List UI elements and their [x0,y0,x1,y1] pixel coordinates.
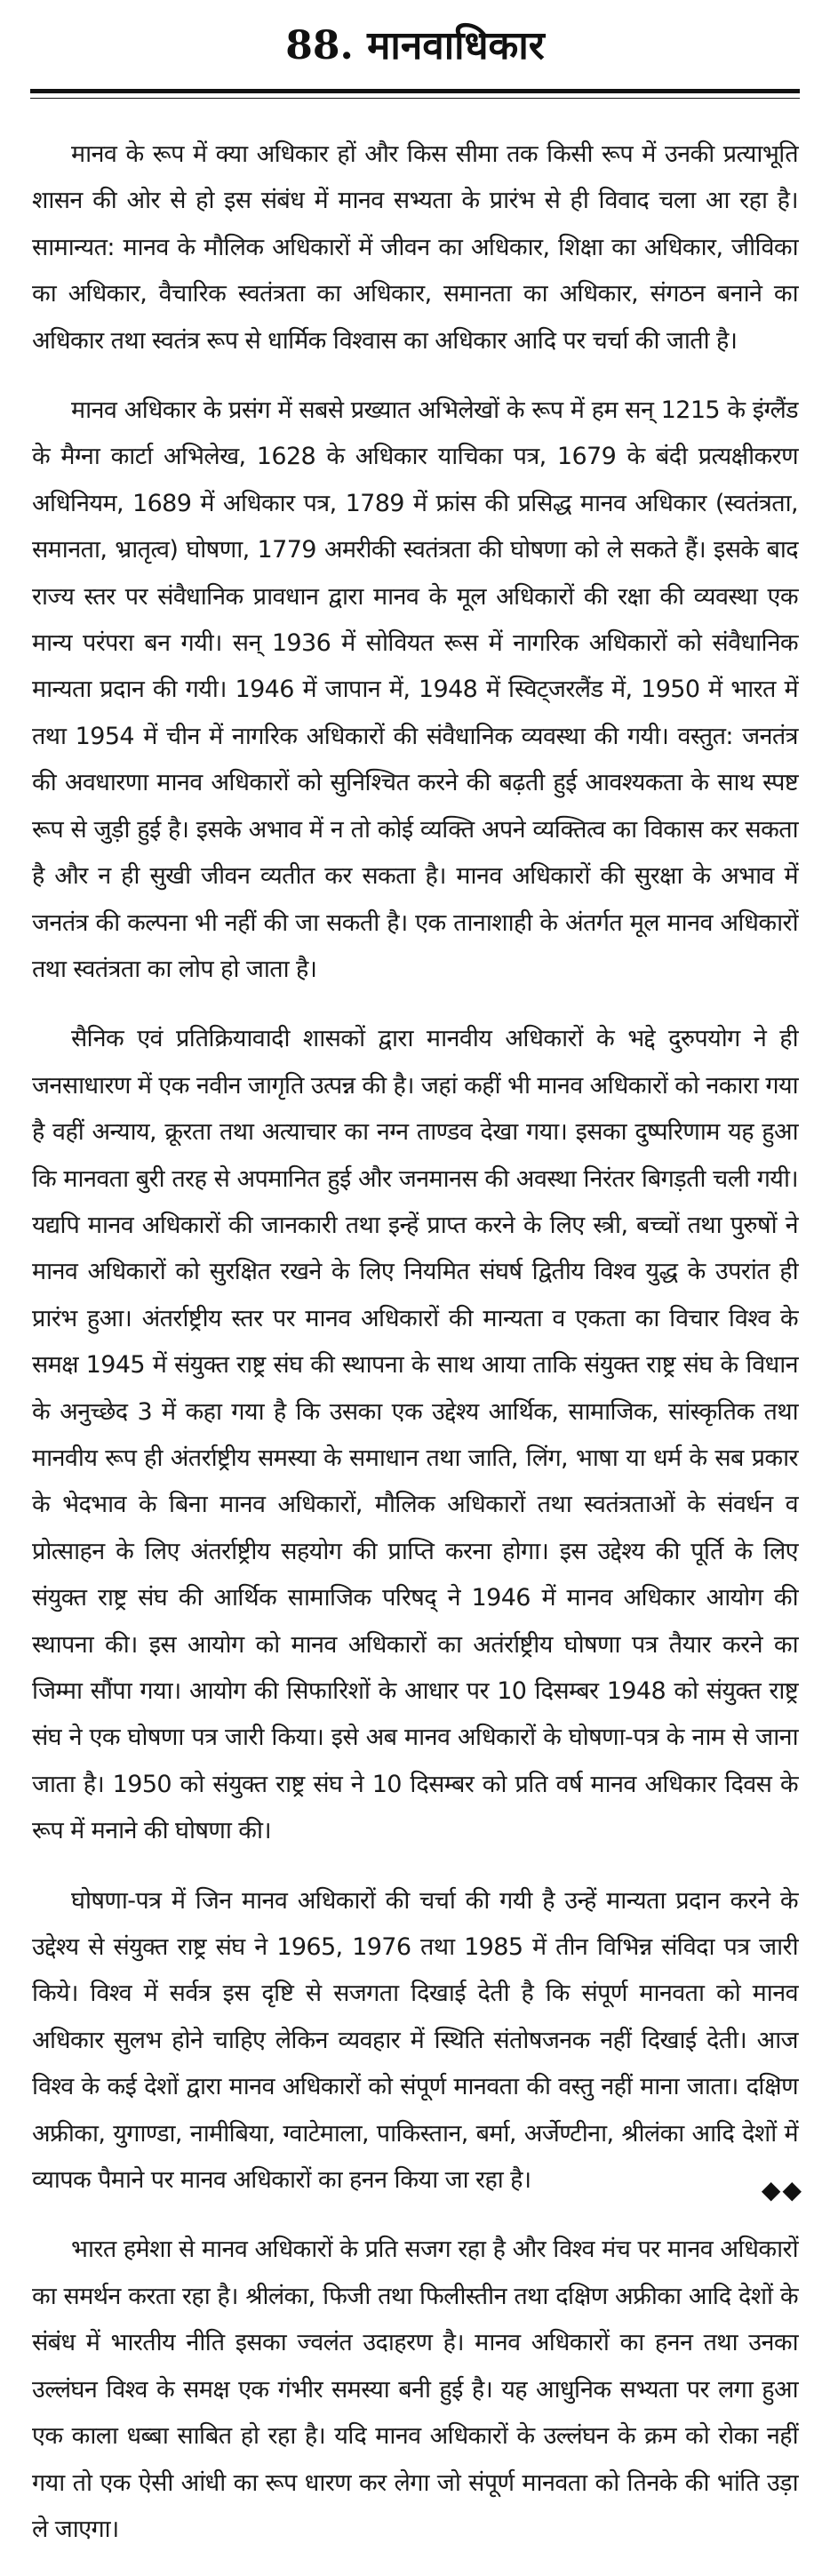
essay-body [32,132,798,2576]
paragraph-4: घोषणा-पत्र में जिन मानव अधिकारों की चर्चा की गयी है उन्हें मान्यता प्रदान करने के उद्देश्य से संयुक्त राष्ट्र संघ ने 1965, 1976 तथा 1985 में तीन विभिन्न संविदा पत्र जारी किये। विश्व में सर्वत्र इस दृष्टि से सजगता दिखाई देती है कि संपूर्ण मानवता को मानव अधिकार सुलभ होने चाहिए लेकिन व्यवहार में स्थिति संतोषजनक नहीं दिखाई देती। आज विश्व के कई देशों द्वारा मानव अधिकारों को संपूर्ण मानवता की वस्तु नहीं माना जाता। दक्षिण अफ्रीका, युगाण्डा, नामीबिया, ग्वाटेमाला, पाकिस्तान, बर्मा, अर्जेण्टीना, श्रीलंका आदि देशों में व्यापक पैमाने पर मानव अधिकारों का हनन किया जा रहा है। [32,1886,798,2195]
title-rule-thin [30,98,800,99]
end-ornament-diamonds-icon: ◆◆ [761,2175,803,2204]
paragraph-1: मानव के रूप में क्या अधिकार हों और किस सीमा तक किसी रूप में उनकी प्रत्याभूति शासन की ओर से हो इस संबंध में मानव सभ्यता के प्रारंभ से ही विवाद चला आ रहा है। सामान्यत: मानव के मौलिक अधिकारों में जीवन का अधिकार, शिक्षा का अधिकार, जीविका का अधिकार, वैचारिक स्वतंत्रता का अधिकार, समानता का अधिकार, संगठन बनाने का अधिकार तथा स्वतंत्र रूप से धार्मिक विश्वास का अधिकार आदि पर चर्चा की जाती है। [32,140,798,355]
paragraph-3: सैनिक एवं प्रतिक्रियावादी शासकों द्वारा मानवीय अधिकारों के भद्दे दुरुपयोग ने ही जनसाधारण में एक नवीन जागृति उत्पन्न की है। जहां कहीं भी मानव अधिकारों को नकारा गया है वहीं अन्याय, क्रूरता तथा अत्याचार का नग्न ताण्डव देखा गया। इसका दुष्परिणाम यह हुआ कि मानवता बुरी तरह से अपमानित हुई और जनमानस की अवस्था निरंतर बिगड़ती चली गयी। यद्यपि मानव अधिकारों की जानकारी तथा इन्हें प्राप्त करने के लिए स्त्री, बच्चों तथा पुरुषों ने मानव अधिकारों को सुरक्षित रखने के लिए नियमित संघर्ष द्वितीय विश्व युद्ध के उपरांत ही प्रारंभ हुआ। अंतर्राष्ट्रीय स्तर पर मानव अधिकारों की मान्यता व एकता का विचार विश्व के समक्ष 1945 में संयुक्त राष्ट्र संघ की स्थापना के साथ आया ताकि संयुक्त राष्ट्र संघ के विधान के अनुच्छेद 3 में कहा गया है कि उसका एक उद्देश्य आर्थिक, सामाजिक, सांस्कृतिक तथा मानवीय रूप ही अंतर्राष्ट्रीय समस्या के समाधान तथा जाति, लिंग, भाषा या धर्म के सब प्रकार के भेदभाव के बिना मानव अधिकारों, मौलिक अधिकारों तथा स्वतंत्रताओं के संवर्धन व प्रोत्साहन के लिए अंतर्राष्ट्रीय सहयोग की प्राप्ति करना होगा। इस उद्देश्य की पूर्ति के लिए संयुक्त राष्ट्र संघ की आर्थिक सामाजिक परिषद् ने 1946 में मानव अधिकार आयोग की स्थापना की। इस आयोग को मानव अधिकारों का अतंर्राष्ट्रीय घोषणा पत्र तैयार करने का जिम्मा सौंपा गया। आयोग की सिफारिशों के आधार पर 10 दिसम्बर 1948 को संयुक्त राष्ट्र संघ ने एक घोषणा पत्र जारी किया। इसे अब मानव अधिकारों के घोषणा-पत्र के नाम से जाना जाता है। 1950 को संयुक्त राष्ट्र संघ ने 10 दिसम्बर को प्रति वर्ष मानव अधिकार दिवस के रूप में मनाने की घोषणा की। [32,1025,798,1845]
title-rule-thick [30,89,800,93]
paragraph-5: भारत हमेशा से मानव अधिकारों के प्रति सजग रहा है और विश्व मंच पर मानव अधिकारों का समर्थन करता रहा है। श्रीलंका, फिजी तथा फिलीस्तीन तथा दक्षिण अफ्रीका आदि देशों के संबंध में भारतीय नीति इसका ज्वलंत उदाहरण है। मानव अधिकारों का हनन तथा उनका उल्लंघन विश्व के समक्ष एक गंभीर समस्या बनी हुई है। यह आधुनिक सभ्यता पर लगा हुआ एक काला धब्बा साबित हो रहा है। यदि मानव अधिकारों के उल्लंघन के क्रम को रोका नहीं गया तो एक ऐसी आंधी का रूप धारण कर लेगा जो संपूर्ण मानवता को तिनके की भांति उड़ा ले जाएगा। [32,2236,798,2543]
page-title: 88. मानवाधिकार [285,23,545,68]
paragraph-2: मानव अधिकार के प्रसंग में सबसे प्रख्यात अभिलेखों के रूप में हम सन् 1215 के इंग्लैंड के मैग्ना कार्टा अभिलेख, 1628 के अधिकार याचिका पत्र, 1679 के बंदी प्रत्यक्षीकरण अधिनियम, 1689 में अधिकार पत्र, 1789 में फ्रांस की प्रसिद्ध मानव अधिकार (स्वतंत्रता, समानता, भ्रातृत्व) घोषणा, 1779 अमरीकी स्वतंत्रता की घोषणा को ले सकते हैं। इसके बाद राज्य स्तर पर संवैधानिक प्रावधान द्वारा मानव के मूल अधिकारों की रक्षा की व्यवस्था एक मान्य परंपरा बन गयी। सन् 1936 में सोवियत रूस में नागरिक अधिकारों को संवैधानिक मान्यता प्रदान की गयी। 1946 में जापान में, 1948 में स्विट्जरलैंड में, 1950 में भारत में तथा 1954 में चीन में नागरिक अधिकारों की संवैधानिक व्यवस्था की गयी। वस्तुत: जनतंत्र की अवधारणा मानव अधिकारों को सुनिश्चित करने की बढ़ती हुई आवश्यकता के साथ स्पष्ट रूप से जुड़ी हुई है। इसके अभाव में न तो कोई व्यक्ति अपने व्यक्तित्व का विकास कर सकता है और न ही सुखी जीवन व्यतीत कर सकता है। मानव अधिकारों की सुरक्षा के अभाव में जनतंत्र की कल्पना भी नहीं की जा सकती है। एक तानाशाही के अंतर्गत मूल मानव अधिकारों तथा स्वतंत्रता का लोप हो जाता है। [32,396,798,983]
